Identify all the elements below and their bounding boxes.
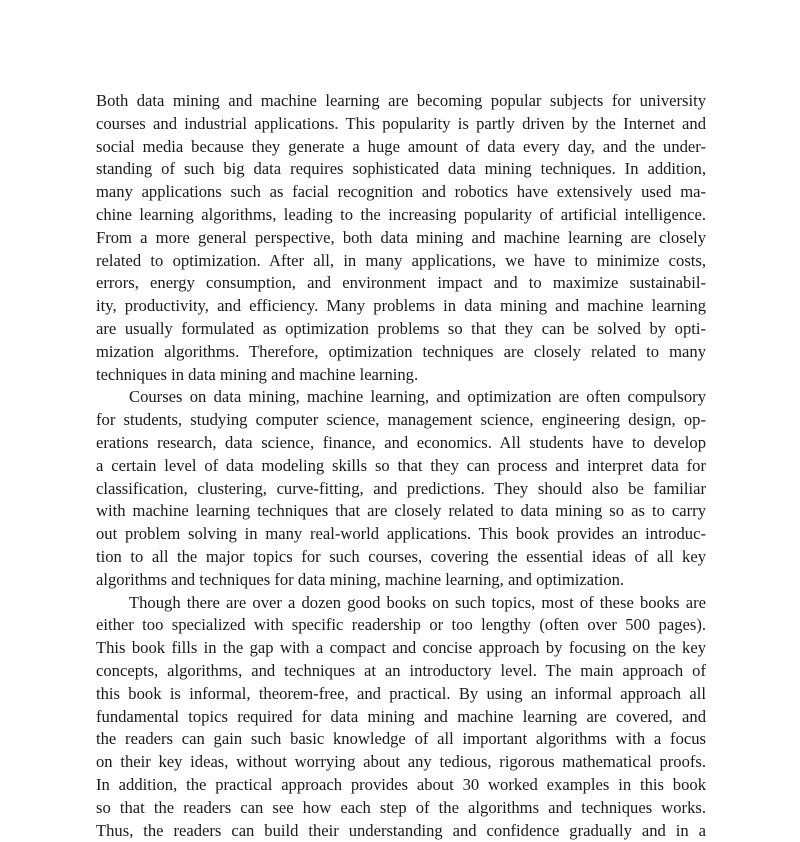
text-line: concepts, algorithms, and techniques at an introductory level. The main approach of <box>96 660 706 683</box>
paragraph-1 <box>96 90 706 386</box>
text-line: are usually formulated as optimization problems so that they can be solved by opti- <box>96 318 706 341</box>
text-line: classification, clustering, curve-fitting, and predictions. They should also be familiar <box>96 478 706 501</box>
body-text <box>96 90 706 842</box>
text-line: This book fills in the gap with a compact and concise approach by focusing on the key <box>96 637 706 660</box>
text-line: From a more general perspective, both data mining and machine learning are closely <box>96 227 706 250</box>
paragraph-2 <box>96 386 706 591</box>
text-line: so that the readers can see how each step of the algorithms and techniques works. <box>96 797 706 820</box>
text-line: ity, productivity, and efficiency. Many problems in data mining and machine learning <box>96 295 706 318</box>
text-line: mization algorithms. Therefore, optimization techniques are closely related to many <box>96 341 706 364</box>
text-line: a certain level of data modeling skills so that they can process and interpret data for <box>96 455 706 478</box>
text-line: social media because they generate a huge amount of data every day, and the under- <box>96 136 706 159</box>
text-line: related to optimization. After all, in many applications, we have to minimize costs, <box>96 250 706 273</box>
text-line: techniques in data mining and machine learning. <box>96 364 706 387</box>
text-line: many applications such as facial recognition and robotics have extensively used ma- <box>96 181 706 204</box>
text-line: Both data mining and machine learning are becoming popular subjects for university <box>96 90 706 113</box>
text-line: on their key ideas, without worrying about any tedious, rigorous mathematical proofs. <box>96 751 706 774</box>
text-line: out problem solving in many real-world applications. This book provides an introduc- <box>96 523 706 546</box>
text-line: Though there are over a dozen good books on such topics, most of these books are <box>96 592 706 615</box>
text-line: either too specialized with specific readership or too lengthy (often over 500 pages). <box>96 614 706 637</box>
text-line: for students, studying computer science, management science, engineering design, op- <box>96 409 706 432</box>
text-line: with machine learning techniques that are closely related to data mining so as to carry <box>96 500 706 523</box>
paragraph-3 <box>96 592 706 842</box>
text-line: Courses on data mining, machine learning, and optimization are often compulsory <box>96 386 706 409</box>
text-line: fundamental topics required for data mining and machine learning are covered, and <box>96 706 706 729</box>
text-line: courses and industrial applications. This popularity is partly driven by the Internet and <box>96 113 706 136</box>
text-line: algorithms and techniques for data mining, machine learning, and optimization. <box>96 569 706 592</box>
text-line: standing of such big data requires sophisticated data mining techniques. In addition, <box>96 158 706 181</box>
text-line: this book is informal, theorem-free, and practical. By using an informal approach all <box>96 683 706 706</box>
text-line: chine learning algorithms, leading to the increasing popularity of artificial intelligence. <box>96 204 706 227</box>
text-line: Thus, the readers can build their understanding and confidence gradually and in a <box>96 820 706 842</box>
text-line: the readers can gain such basic knowledge of all important algorithms with a focus <box>96 728 706 751</box>
text-line: errors, energy consumption, and environment impact and to maximize sustainabil- <box>96 272 706 295</box>
text-line: tion to all the major topics for such courses, covering the essential ideas of all key <box>96 546 706 569</box>
text-line: erations research, data science, finance, and economics. All students have to develop <box>96 432 706 455</box>
text-line: In addition, the practical approach provides about 30 worked examples in this book <box>96 774 706 797</box>
